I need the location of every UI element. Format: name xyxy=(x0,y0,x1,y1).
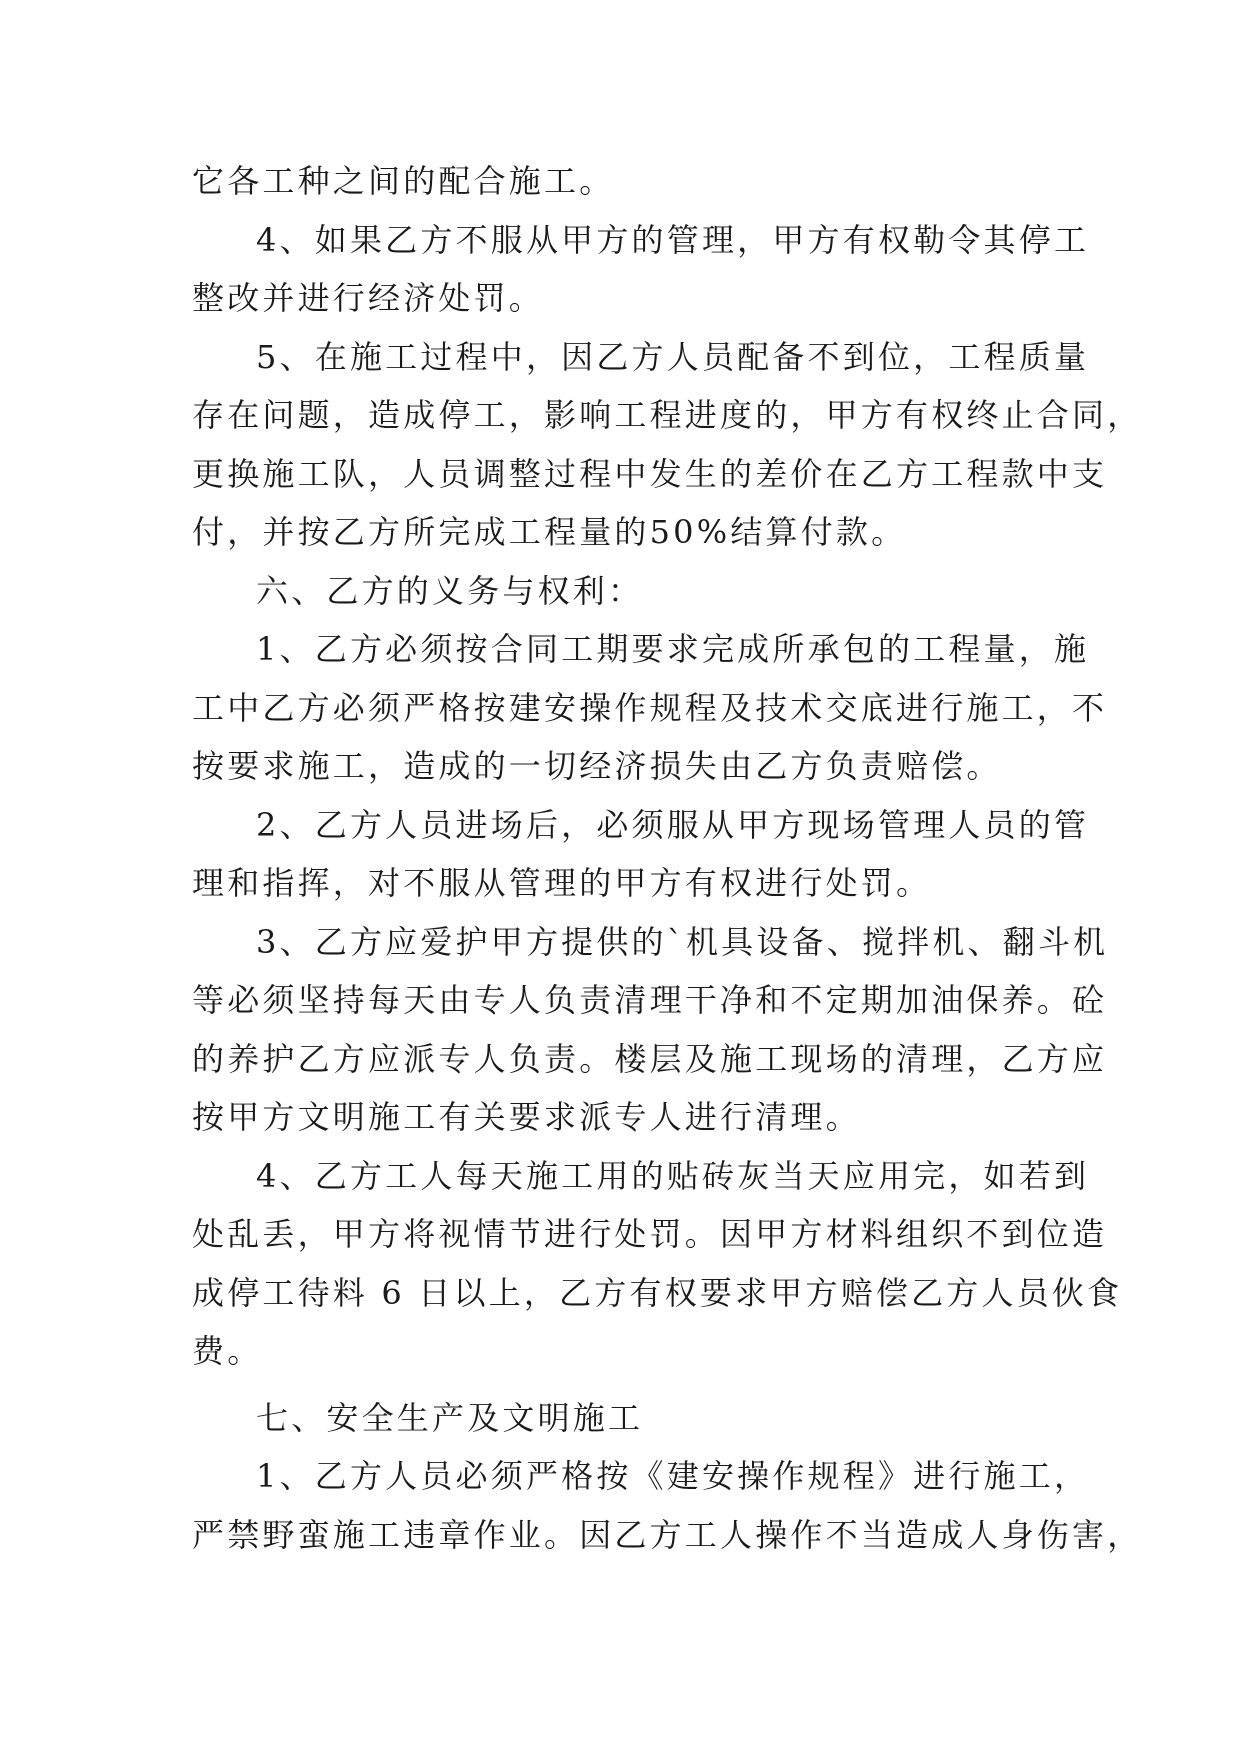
text-line: 2、乙方人员进场后，必须服从甲方现场管理人员的管 xyxy=(256,805,1090,844)
text-line: 等必须坚持每天由专人负责清理干净和不定期加油保养。砼 xyxy=(192,981,1108,1019)
text-line: 付，并按乙方所完成工程量的50%结算付款。 xyxy=(192,513,907,551)
text-line: 更换施工队，人员调整过程中发生的差价在乙方工程款中支 xyxy=(192,454,1108,493)
text-line: 4、乙方工人每天施工用的贴砖灰当天应用完，如若到 xyxy=(256,1156,1090,1195)
text-line: 4、如果乙方不服从甲方的管理，甲方有权勒令其停工 xyxy=(256,220,1090,259)
text-line: 它各工种之间的配合施工。 xyxy=(192,162,615,200)
text-line: 理和指挥，对不服从管理的甲方有权进行处罚。 xyxy=(192,864,932,902)
text-line: 成停工待料 6 日以上，乙方有权要求甲方赔偿乙方人员伙食 xyxy=(192,1273,1123,1312)
text-line: 费。 xyxy=(192,1332,263,1370)
text-line: 1、乙方必须按合同工期要求完成所承包的工程量，施 xyxy=(256,630,1090,668)
text-line: 按甲方文明施工有关要求派专人进行清理。 xyxy=(192,1098,861,1136)
text-line: 整改并进行经济处罚。 xyxy=(192,279,545,317)
section-heading: 七、安全生产及文明施工 xyxy=(256,1398,644,1437)
text-line: 按要求施工，造成的一切经济损失由乙方负责赔偿。 xyxy=(192,747,1002,785)
text-line: 工中乙方必须严格按建安操作规程及技术交底进行施工，不 xyxy=(192,688,1108,727)
contract-text xyxy=(192,152,1143,1564)
section-heading: 六、乙方的义务与权利： xyxy=(256,571,644,610)
text-line: 1、乙方人员必须严格按《建安操作规程》进行施工， xyxy=(256,1457,1090,1495)
text-line: 存在问题，造成停工，影响工程进度的，甲方有权终止合同， xyxy=(192,396,1143,434)
text-line: 3、乙方应爱护甲方提供的`机具设备、搅拌机、翻斗机 xyxy=(256,922,1109,961)
text-line: 处乱丢，甲方将视情节进行处罚。因甲方材料组织不到位造 xyxy=(192,1215,1108,1253)
text-line: 的养护乙方应派专人负责。楼层及施工现场的清理，乙方应 xyxy=(192,1039,1108,1078)
text-line: 5、在施工过程中，因乙方人员配备不到位，工程质量 xyxy=(256,337,1090,376)
text-line: 严禁野蛮施工违章作业。因乙方工人操作不当造成人身伤害， xyxy=(192,1515,1143,1554)
